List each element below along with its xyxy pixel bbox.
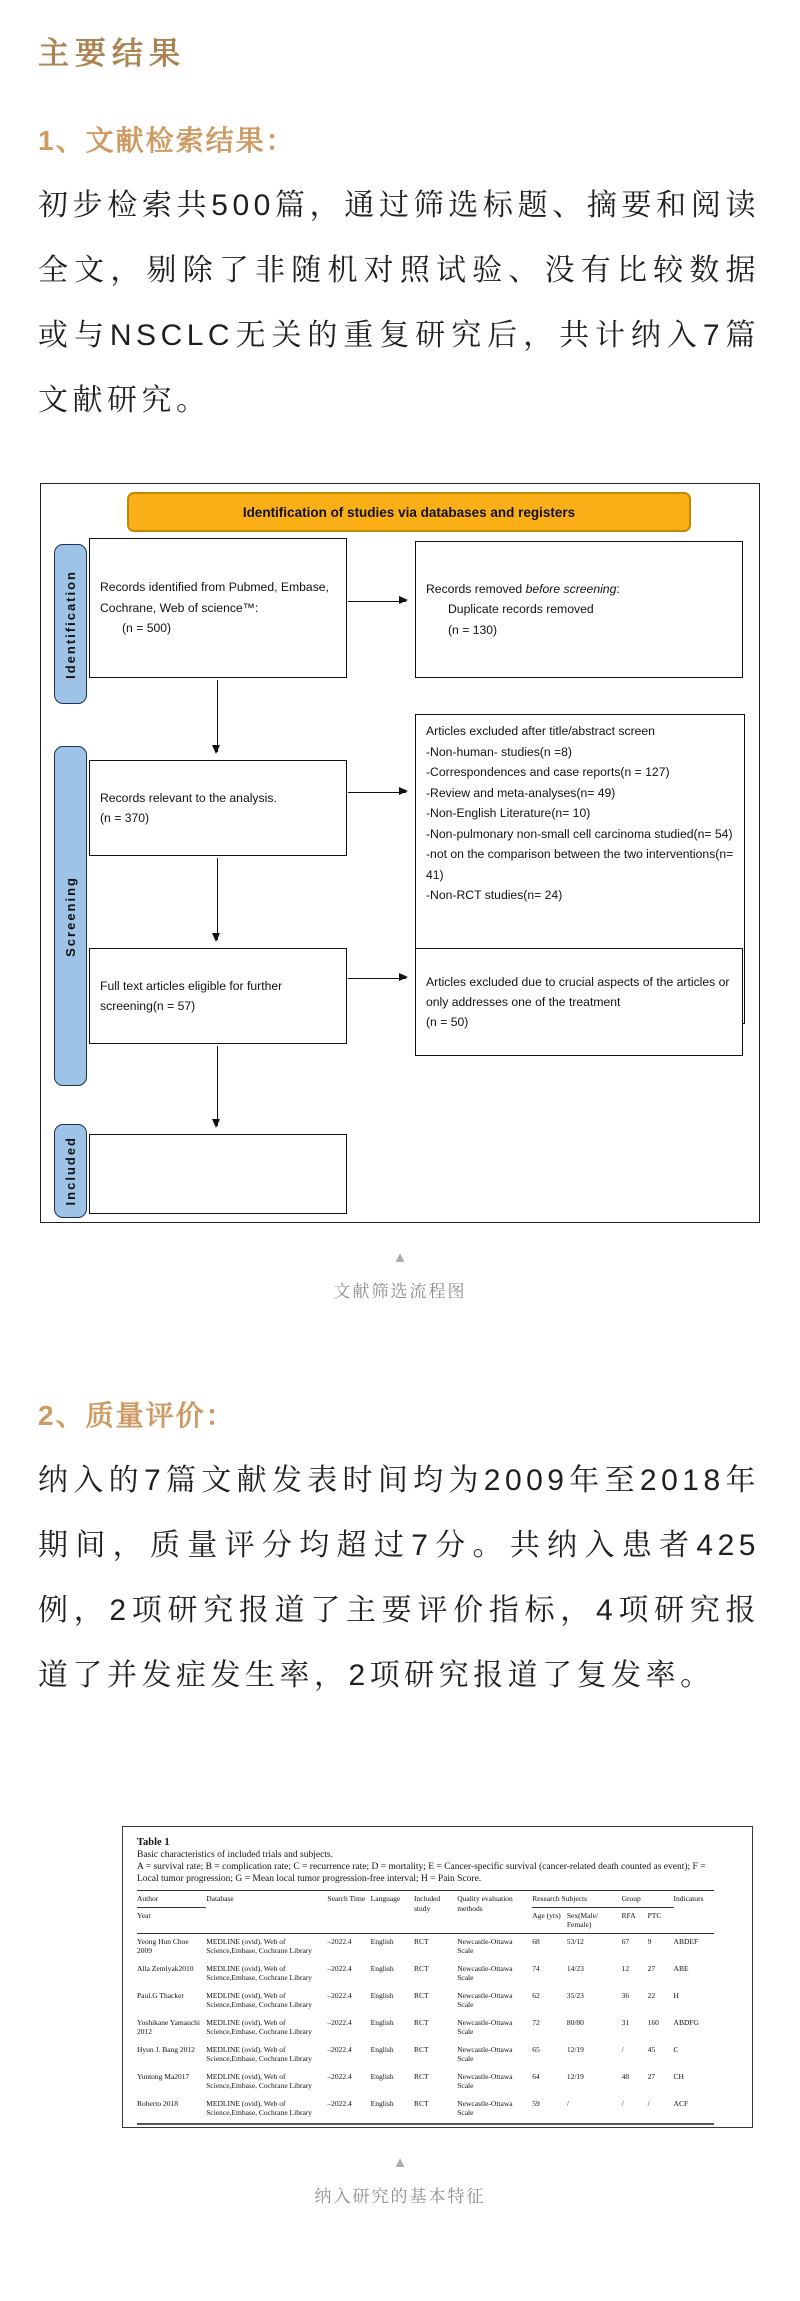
stage-screening-label: Screening — [63, 875, 78, 957]
table-cell: 53/12 — [566, 1936, 584, 1946]
table-title: Table 1 — [137, 1837, 170, 1848]
table-cell: 67 — [621, 1936, 630, 1946]
section1-paragraph: 初步检索共500篇，通过筛选标题、摘要和阅读全文，剔除了非随机对照试验、没有比较数据或与NSCLC无关的重复研究后，共计纳入7篇文献研究。 — [38, 189, 760, 417]
table-cell: 48 — [621, 2071, 630, 2081]
box-records-identified — [89, 538, 347, 678]
page-title: 主要结果 — [38, 36, 186, 71]
table-cell: 12/19 — [566, 2071, 584, 2081]
characteristics-table — [137, 1890, 714, 2125]
table-row — [137, 2015, 714, 2042]
col-author: Author — [137, 1891, 206, 1908]
table-caption: 纳入研究的基本特征 — [314, 2186, 486, 2206]
stage-included-label: Included — [63, 1136, 78, 1206]
table-cell: 160 — [647, 2017, 659, 2027]
records-relevant-text: Records relevant to the analysis. — [100, 790, 277, 805]
table1-figure — [122, 1826, 753, 2128]
excluded-item: -Non-pulmonary non-small cell carcinoma studied(n= 54) — [426, 826, 733, 841]
table-cell: Newcastle-Ottawa Scale — [457, 2044, 513, 2063]
col-age: Age (yrs) — [532, 1907, 567, 1933]
stage-screening — [54, 746, 87, 1086]
table-cell: Newcastle-Ottawa Scale — [457, 2017, 513, 2036]
col-quality-evaluation: Quality evaluation methods — [457, 1891, 532, 1934]
table-cell: Hyun J. Bang 2012 — [137, 2044, 195, 2054]
col-indicators: Indicators — [674, 1891, 714, 1934]
table-cell: 35/23 — [566, 1990, 584, 2000]
table-cell: RCT — [413, 2017, 429, 2027]
flowchart-caption: 文献筛选流程图 — [333, 1282, 467, 1301]
box-studies-included — [89, 1134, 347, 1214]
table-cell: MEDLINE (ovid), Web of Science,Embase, Cochrane Library — [206, 1936, 313, 1955]
section2-paragraph: 纳入的7篇文献发表时间均为2009年至2018年期间，质量评分均超过7分。共纳入患者425例，2项研究报道了主要评价指标，4项研究报道了并发症发生率，2项研究报道了复发率。 — [38, 1464, 760, 1692]
flowchart-banner: Identification of studies via databases and registers — [127, 492, 691, 532]
arrow-relevant-to-excluded — [348, 792, 406, 793]
table-cell: 68 — [532, 1936, 540, 1946]
table-cell: 72 — [532, 2017, 540, 2027]
table-cell: ABE — [673, 1963, 689, 1973]
col-research-subjects: Research Subjects — [532, 1891, 621, 1908]
table-cell: Yeong Hun Choe 2009 — [137, 1936, 189, 1955]
box-fulltext-eligible — [89, 948, 347, 1044]
table-cell: Newcastle-Ottawa Scale — [457, 2096, 532, 2124]
duplicate-records-line: Duplicate records removed — [448, 602, 594, 617]
table-cell: RCT — [413, 2071, 429, 2081]
table-subtitle: Basic characteristics of included trials and subjects. — [137, 1850, 334, 1860]
table-cell: –2022.4 — [327, 1936, 352, 1946]
arrow-fulltext-to-included — [217, 1046, 218, 1126]
stage-identification-label: Identification — [63, 569, 78, 679]
table-cell: 12/19 — [566, 2044, 584, 2054]
table-cell: 22 — [647, 1990, 656, 2000]
col-included-study: Included study — [414, 1891, 457, 1934]
collapse-triangle-icon: ▲ — [392, 1249, 408, 1266]
table-cell: 12 — [621, 1963, 630, 1973]
table-cell: 27 — [647, 2071, 656, 2081]
box-records-relevant — [89, 760, 347, 856]
table-cell: 14/23 — [566, 1963, 584, 1973]
records-relevant-n: (n = 370) — [100, 811, 150, 825]
table-cell: RCT — [413, 2044, 429, 2054]
table-cell: –2022.4 — [327, 2071, 352, 2081]
col-group: Group — [622, 1891, 674, 1908]
col-ptc: PTC — [648, 1907, 674, 1933]
table-cell: English — [370, 2044, 394, 2054]
records-removed-title — [426, 579, 736, 600]
arrow-identified-to-relevant — [217, 680, 218, 752]
table-row — [137, 1988, 714, 2015]
excluded-item: -Non-RCT studies(n= 24) — [426, 888, 563, 902]
table-cell: –2022.4 — [327, 1963, 352, 1973]
section2-heading: 2、质量评价： — [38, 1400, 236, 1431]
table-cell: –2022.4 — [327, 2017, 352, 2027]
collapse-triangle-icon: ▲ — [392, 2153, 408, 2171]
table-cell: Alla Zemlyak2010 — [137, 1963, 194, 1973]
arrow-relevant-to-fulltext — [217, 858, 218, 940]
article-page — [0, 28, 800, 2207]
table-row — [137, 1933, 714, 1961]
table-cell: English — [371, 2096, 414, 2124]
table-cell: ABDFG — [673, 2017, 699, 2027]
table-cell: / — [621, 2044, 624, 2054]
excluded-crucial-text: Articles excluded due to crucial aspects of the articles or only addresses one of the treatment — [426, 975, 730, 1009]
table-cell: 62 — [532, 1990, 540, 2000]
table-cell: MEDLINE (ovid), Web of Science,Embase, Cochrane Library — [206, 1963, 313, 1982]
section1-heading: 1、文献检索结果： — [38, 125, 296, 156]
table-cell: RCT — [413, 1963, 429, 1973]
col-year: Year — [137, 1907, 206, 1933]
table-cell: / — [622, 2096, 648, 2124]
table-cell: English — [370, 1963, 394, 1973]
table-cell: 65 — [532, 2044, 540, 2054]
table-cell: / — [567, 2096, 622, 2124]
table-cell: 27 — [647, 1963, 656, 1973]
table-cell: / — [648, 2096, 674, 2124]
table-row — [137, 2042, 714, 2069]
table-collapse — [0, 2154, 800, 2172]
table-cell: –2022.4 — [327, 1990, 352, 2000]
table-legend: A = survival rate; B = complication rate; C = recurrence rate; D = mortality; E = Cancer-specific survival (cancer-related death counted as event); F = Local tumor progression; G = Mean local tumor progression-free interval; H = Pain Score. — [137, 1862, 706, 1884]
table-cell: MEDLINE (ovid), Web of Science,Embase, Cochrane Library — [206, 2071, 313, 2090]
table-cell: Newcastle-Ottawa Scale — [457, 2071, 513, 2090]
table-cell: 74 — [532, 1963, 540, 1973]
excluded-item: -Correspondences and case reports(n = 127) — [426, 765, 670, 779]
records-identified-n: (n = 500) — [122, 621, 172, 636]
table-cell: H — [673, 1990, 679, 2000]
table-cell: 36 — [621, 1990, 630, 2000]
records-removed-pre: Records removed — [426, 581, 526, 596]
table-cell: Paul.G Thacker — [137, 1990, 184, 2000]
table-row — [137, 1961, 714, 1988]
table-cell: 80/80 — [566, 2017, 584, 2027]
arrow-identified-to-removed — [348, 601, 406, 602]
box-records-removed — [415, 541, 743, 678]
table-cell: MEDLINE (ovid), Web of Science,Embase, Cochrane Library — [206, 2096, 327, 2124]
flowchart-collapse — [0, 1249, 800, 1267]
table-cell: –2022.4 — [327, 2096, 370, 2124]
excluded-item: -Non-human- studies(n =8) — [426, 744, 572, 759]
table-cell: English — [370, 1936, 394, 1946]
fulltext-eligible-text: Full text articles eligible for further screening(n = 57) — [100, 978, 283, 1013]
table-cell: C — [673, 2044, 679, 2054]
table-cell: MEDLINE (ovid), Web of Science,Embase, Cochrane Library — [206, 2044, 313, 2063]
excluded-item: -Non-English Literature(n= 10) — [426, 806, 591, 820]
excluded-screen-title: Articles excluded after title/abstract screen — [426, 724, 655, 738]
table-cell: ACF — [674, 2096, 714, 2124]
table-cell: Newcastle-Ottawa Scale — [457, 1990, 513, 2009]
table-cell: MEDLINE (ovid), Web of Science,Embase, Cochrane Library — [206, 2017, 313, 2036]
col-rfa: RFA — [622, 1907, 648, 1933]
stage-included — [54, 1124, 87, 1218]
table-cell: ABDEF — [673, 1936, 699, 1946]
table-cell: RCT — [413, 1936, 429, 1946]
records-identified-text: Records identified from Pubmed, Embase, Cochrane, Web of science™: — [100, 580, 329, 615]
col-sex: Sex(Male/ Female) — [567, 1907, 622, 1933]
box-articles-excluded-crucial — [415, 948, 743, 1056]
table-cell: Yuntong Ma2017 — [137, 2071, 190, 2081]
table-cell: CH — [673, 2071, 684, 2081]
table-cell: 31 — [621, 2017, 630, 2027]
arrow-fulltext-to-excluded — [348, 978, 406, 979]
table-cell: 64 — [532, 2071, 540, 2081]
table-cell: –2022.4 — [327, 2044, 352, 2054]
table-cell: 45 — [647, 2044, 656, 2054]
excluded-item: -not on the comparison between the two interventions(n= 41) — [426, 847, 734, 882]
excluded-item: -Review and meta-analyses(n= 49) — [426, 785, 616, 800]
table-cell: 59 — [532, 2096, 567, 2124]
col-database: Database — [206, 1891, 327, 1934]
table-cell: English — [370, 2017, 394, 2027]
table-row — [137, 2096, 714, 2124]
table-cell: English — [370, 1990, 394, 2000]
records-removed-colon: : — [616, 581, 620, 596]
table-cell: Newcastle-Ottawa Scale — [457, 1936, 513, 1955]
table-cell: Yoshikane Yamauchi 2012 — [137, 2017, 200, 2036]
prisma-flowchart — [40, 483, 760, 1223]
table-cell: MEDLINE (ovid), Web of Science,Embase, Cochrane Library — [206, 1990, 313, 2009]
excluded-crucial-n: (n = 50) — [426, 1015, 469, 1029]
table-cell: RCT — [414, 2096, 457, 2124]
table-cell: Newcastle-Ottawa Scale — [457, 1963, 513, 1982]
stage-identification — [54, 544, 87, 704]
duplicate-records-n: (n = 130) — [448, 622, 498, 637]
table-cell: 9 — [647, 1936, 652, 1946]
records-removed-emphasis: before screening — [525, 581, 617, 596]
table-cell: RCT — [413, 1990, 429, 2000]
table-body — [137, 1933, 714, 2124]
col-language: Language — [371, 1891, 414, 1934]
table-cell: English — [370, 2071, 394, 2081]
table-cell: Roberto 2018 — [137, 2096, 206, 2124]
table-row — [137, 2069, 714, 2096]
col-search-time: Search Time — [327, 1891, 370, 1934]
